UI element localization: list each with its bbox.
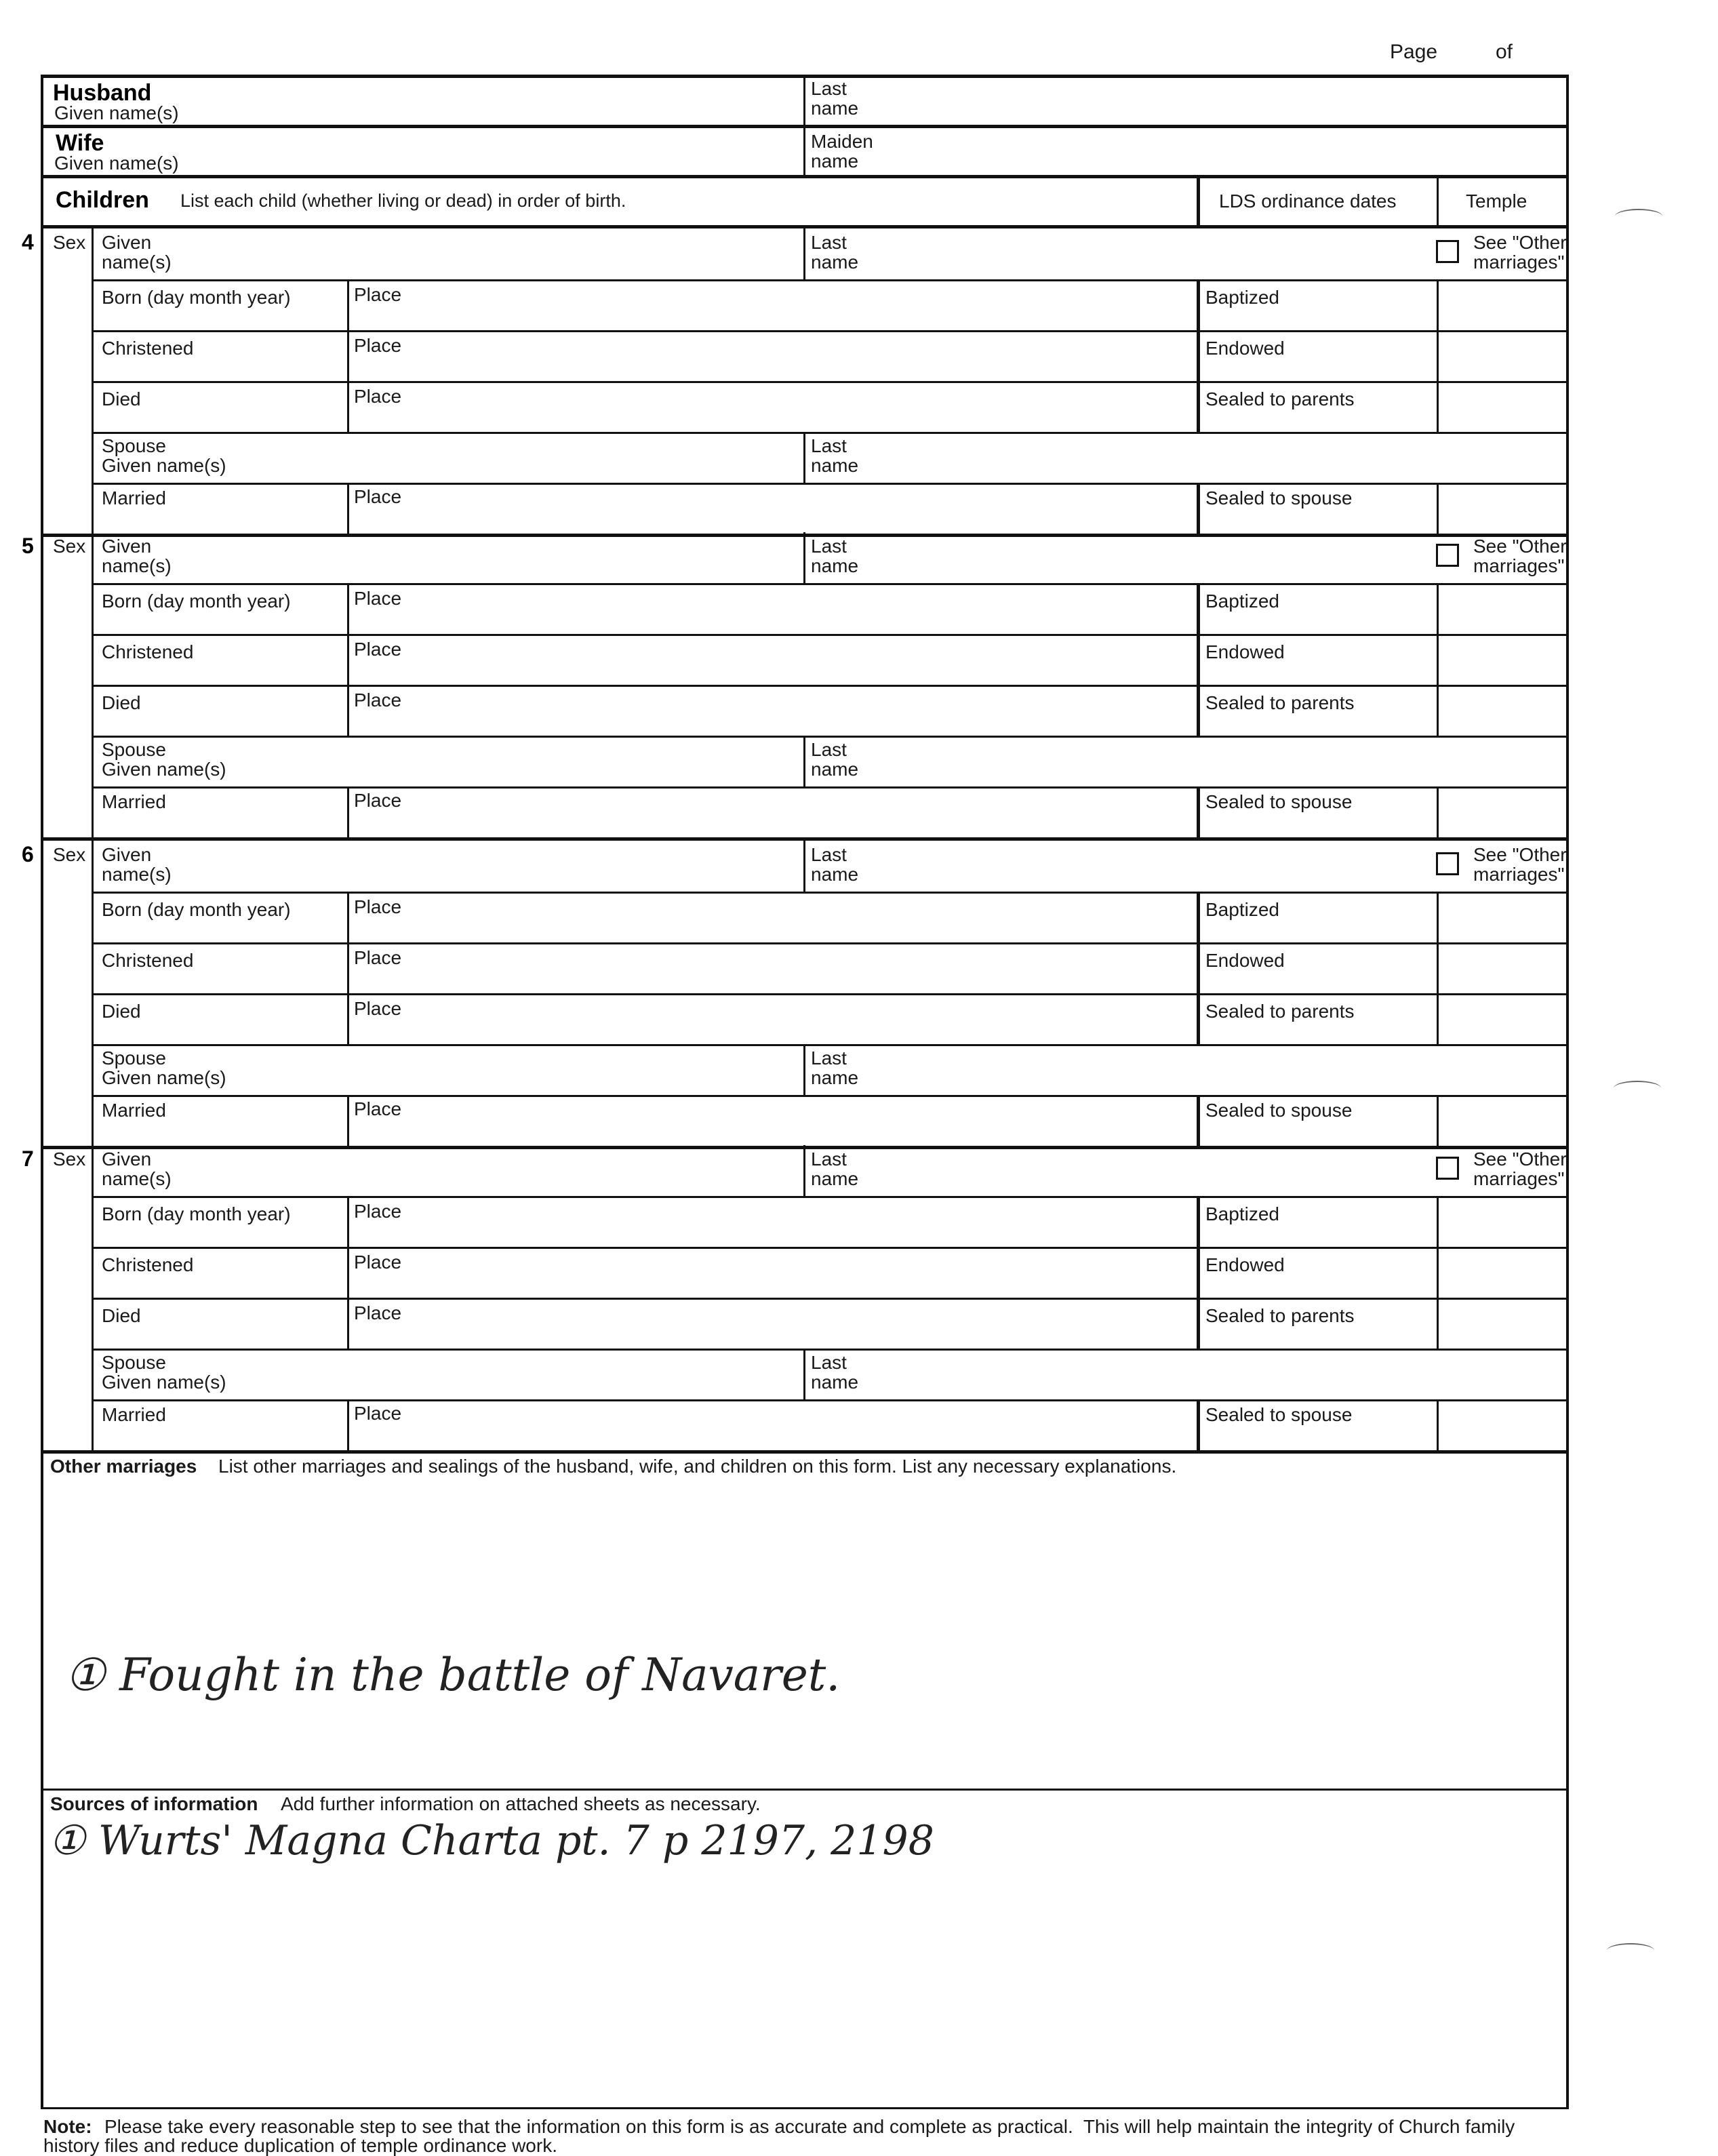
divider [92,483,1569,485]
divider [1437,1247,1439,1298]
see-other-marriages-checkbox[interactable] [1436,240,1459,263]
sealed-spouse-date-field[interactable] [1205,1426,1429,1447]
spouse-label: Spouse Given name(s) [102,1352,226,1393]
divider [92,1298,1569,1300]
wife-maiden-field[interactable] [875,132,1559,172]
christened-label: Christened [102,338,194,359]
husband-title: Husband [53,80,152,106]
baptized-label: Baptized [1205,1203,1279,1224]
sealed-spouse-date-field[interactable] [1205,1122,1429,1142]
christened-date-field[interactable] [102,359,339,379]
husband-given-field[interactable] [108,102,800,122]
other-marriages-title: Other marriages [50,1456,197,1477]
note-line-2: history files and reduce duplication of temple ordinance work. [43,2135,557,2156]
divider [41,175,1569,178]
married-place-field[interactable] [407,1403,1186,1444]
spouse-given-field[interactable] [231,456,793,479]
died-date-field[interactable] [102,713,339,734]
divider [347,942,349,993]
divider [347,330,349,381]
sealed-spouse-label: Sealed to spouse [1205,791,1353,812]
child-last-field[interactable] [875,1149,1417,1190]
sealed-spouse-date-field[interactable] [1205,814,1429,834]
frame-right-border [1566,75,1569,2109]
child-last-label: Last name [811,232,859,273]
divider [803,841,805,892]
sealed_parents-date-field[interactable] [1205,410,1429,430]
divider [347,1196,349,1247]
other-marriages-field[interactable] [47,1485,1559,1783]
endowed-label: Endowed [1205,641,1285,662]
divider [92,1044,1569,1046]
born-place-label: Place [354,896,402,917]
divider [347,892,349,942]
sealed-spouse-label: Sealed to spouse [1205,1100,1353,1121]
sealed_parents-label: Sealed to parents [1205,1001,1355,1022]
child-number: 6 [22,842,34,866]
divider [1437,993,1439,1044]
sex-field[interactable] [45,586,89,835]
divider [1197,1247,1200,1298]
born-label: Born (day month year) [102,287,291,308]
divider [1197,178,1200,228]
sex-label: Sex [53,1149,86,1170]
child-last-field[interactable] [875,845,1417,885]
born-place-label: Place [354,1201,402,1222]
divider [347,993,349,1044]
lds-ordinance-header: LDS ordinance dates [1219,191,1397,212]
see-other-marriages-label: See "Other marriages" [1473,1149,1567,1189]
born-date-field[interactable] [102,612,339,632]
divider [1437,786,1439,837]
divider [1197,685,1200,736]
divider [92,279,1569,281]
divider [347,483,349,534]
child-number: 7 [22,1146,34,1171]
divider [1437,1298,1439,1349]
died-place-label: Place [354,1302,402,1323]
spouse-last-label: Last name [811,739,859,780]
born-place-label: Place [354,284,402,305]
born-place-field[interactable] [407,1201,1186,1242]
divider [1437,1095,1439,1146]
see-other-marriages-checkbox[interactable] [1436,852,1459,875]
died-date-field[interactable] [102,1022,339,1042]
divider [92,381,1569,383]
divider [1437,634,1439,685]
born-place-field[interactable] [407,588,1186,629]
baptized-label: Baptized [1205,591,1279,612]
married-place-field[interactable] [407,487,1186,527]
died-label: Died [102,1305,141,1326]
wife-given-label: Given name(s) [54,153,179,174]
married-place-field[interactable] [407,1099,1186,1140]
baptized-date-field[interactable] [1205,1224,1429,1245]
spouse-last-label: Last name [811,1352,859,1393]
divider [92,583,1569,585]
frame-left-border [41,75,43,2109]
baptized-temple-field[interactable] [1441,283,1562,327]
divider [347,634,349,685]
born-date-field[interactable] [102,920,339,940]
children-instruction: List each child (whether living or dead) in order of birth. [180,191,626,211]
christened-label: Christened [102,950,194,971]
spouse-given-field[interactable] [231,1373,793,1396]
divider [1197,1298,1200,1349]
married-date-field[interactable] [102,1426,339,1447]
spouse-last-label: Last name [811,435,859,476]
husband-last-field[interactable] [861,80,1559,121]
note-line-1: Please take every reasonable step to see that the information on this form is as accurate and complete as practical. This will help maintain the integrity of Church family [104,2116,1515,2137]
divider [41,1789,1569,1791]
sealed_parents-date-field[interactable] [1205,1326,1429,1346]
married-label: Married [102,1404,166,1425]
divider [1197,993,1200,1044]
divider [1437,483,1439,534]
divider [1437,381,1439,432]
divider [1197,279,1200,330]
christened-place-field[interactable] [407,336,1186,376]
spouse-last-label: Last name [811,1047,859,1088]
sealed-spouse-label: Sealed to spouse [1205,487,1353,508]
child-given-field[interactable] [197,233,793,273]
page-label: Page [1390,41,1438,63]
endowed-date-field[interactable] [1205,1275,1429,1296]
divider [1197,942,1200,993]
died-place-label: Place [354,998,402,1019]
child-last-field[interactable] [875,536,1417,577]
frame-bottom-border [41,2107,1569,2109]
sex-label: Sex [53,844,86,865]
died-place-field[interactable] [407,690,1186,731]
born-place-field[interactable] [407,897,1186,938]
married-place-label: Place [354,486,402,507]
sex-label: Sex [53,536,86,557]
christened-place-field[interactable] [407,1252,1186,1293]
husband-last-label: Last name [811,78,859,119]
born-date-field[interactable] [102,308,339,328]
see-other-marriages-checkbox[interactable] [1436,544,1459,567]
binder-hole-mark [1607,1943,1654,1958]
married-date-field[interactable] [102,510,339,530]
endowed-temple-field[interactable] [1441,946,1562,990]
died-label: Died [102,1001,141,1022]
divider [1197,1095,1200,1146]
divider [347,786,349,837]
see-other-marriages-checkbox[interactable] [1436,1157,1459,1180]
divider [1437,942,1439,993]
endowed-label: Endowed [1205,1254,1285,1275]
divider [1437,178,1439,228]
divider [92,892,1569,894]
sealed_parents-date-field[interactable] [1205,713,1429,734]
child-last-label: Last name [811,1149,859,1189]
endowed-temple-field[interactable] [1441,1251,1562,1294]
christened-label: Christened [102,641,194,662]
sex-field[interactable] [45,894,89,1143]
divider [1197,583,1200,634]
binder-hole-mark [1615,209,1662,224]
sources-handwritten-note: ① Wurts' Magna Charta pt. 7 p 2197, 2198 [49,1817,934,1864]
baptized-temple-field[interactable] [1441,1200,1562,1243]
endowed-date-field[interactable] [1205,359,1429,379]
temple-header: Temple [1466,191,1527,212]
died-place-field[interactable] [407,386,1186,427]
christened-date-field[interactable] [102,971,339,991]
born-date-field[interactable] [102,1224,339,1245]
married-place-label: Place [354,790,402,811]
sealed_parents-date-field[interactable] [1205,1022,1429,1042]
spouse-last-field[interactable] [875,1048,1559,1089]
divider [92,685,1569,687]
endowed-date-field[interactable] [1205,971,1429,991]
sex-label: Sex [53,232,86,253]
see-other-marriages-label: See "Other marriages" [1473,232,1567,273]
married-label: Married [102,791,166,812]
divider [347,1095,349,1146]
sealed-spouse-temple-field[interactable] [1441,1403,1562,1447]
sex-field[interactable] [45,1199,89,1448]
married-place-label: Place [354,1098,402,1119]
child-given-field[interactable] [197,845,793,885]
born-label: Born (day month year) [102,1203,291,1224]
divider [347,583,349,634]
died-place-label: Place [354,690,402,711]
child-number: 5 [22,534,34,558]
christened-place-field[interactable] [407,639,1186,680]
endowed-label: Endowed [1205,950,1285,971]
divider [92,942,1569,944]
died-date-field[interactable] [102,410,339,430]
divider [1437,892,1439,942]
born-place-label: Place [354,588,402,609]
page-of-label: of [1496,41,1513,63]
christened-date-field[interactable] [102,662,339,683]
baptized-date-field[interactable] [1205,920,1429,940]
divider [1437,1399,1439,1450]
divider [803,1044,805,1095]
child-given-label: Given name(s) [102,536,172,576]
child-given-field[interactable] [197,536,793,577]
christened-place-field[interactable] [407,948,1186,989]
wife-maiden-label: Maiden name [811,131,873,172]
spouse-label: Spouse Given name(s) [102,1047,226,1088]
endowed-date-field[interactable] [1205,662,1429,683]
other-marriages-handwritten-note: ① Fought in the battle of Navaret. [65,1649,841,1701]
spouse-last-field[interactable] [875,436,1559,477]
divider [347,685,349,736]
married-label: Married [102,487,166,508]
divider [92,993,1569,995]
spouse-label: Spouse Given name(s) [102,435,226,476]
died-date-field[interactable] [102,1326,339,1346]
died-label: Died [102,692,141,713]
sealed_parents-label: Sealed to parents [1205,388,1355,410]
sealed-spouse-date-field[interactable] [1205,510,1429,530]
child-last-field[interactable] [875,233,1417,273]
christened-place-label: Place [354,1252,402,1273]
spouse-last-field[interactable] [875,1353,1559,1393]
christened-label: Christened [102,1254,194,1275]
christened-place-label: Place [354,947,402,968]
see-other-marriages-label: See "Other marriages" [1473,844,1567,885]
died-place-label: Place [354,386,402,407]
divider [347,279,349,330]
binder-hole-mark [1614,1081,1661,1096]
divider [1197,483,1200,534]
baptized-label: Baptized [1205,899,1279,920]
married-place-label: Place [354,1403,402,1424]
born-label: Born (day month year) [102,899,291,920]
children-title: Children [56,187,149,213]
divider [92,1349,1569,1351]
christened-place-label: Place [354,639,402,660]
divider [92,1095,1569,1097]
sealed-spouse-temple-field[interactable] [1441,1099,1562,1142]
child-given-label: Given name(s) [102,1149,172,1189]
divider [1197,1399,1200,1450]
sealed_parents-temple-field[interactable] [1441,1302,1562,1345]
sources-field[interactable] [47,1817,1559,2102]
divider [92,634,1569,636]
died-label: Died [102,388,141,410]
divider [1197,786,1200,837]
married-place-field[interactable] [407,791,1186,831]
husband-given-label: Given name(s) [54,102,179,123]
sealed_parents-label: Sealed to parents [1205,1305,1355,1326]
spouse-label: Spouse Given name(s) [102,739,226,780]
child-given-label: Given name(s) [102,232,172,273]
baptized-label: Baptized [1205,287,1279,308]
baptized-date-field[interactable] [1205,612,1429,632]
note-title: Note: [43,2116,92,2137]
divider [1197,330,1200,381]
baptized-temple-field[interactable] [1441,587,1562,631]
christened-date-field[interactable] [102,1275,339,1296]
divider [803,228,805,279]
divider [1437,330,1439,381]
divider [1437,583,1439,634]
married-date-field[interactable] [102,1122,339,1142]
spouse-last-field[interactable] [875,740,1559,780]
divider [1437,1196,1439,1247]
divider [803,532,805,583]
divider [803,126,805,176]
sealed_parents-temple-field[interactable] [1441,689,1562,732]
divider [347,1247,349,1298]
divider [803,1349,805,1399]
divider [803,1145,805,1196]
divider [1197,892,1200,942]
sealed_parents-temple-field[interactable] [1441,997,1562,1041]
divider [92,1399,1569,1401]
spouse-given-field[interactable] [231,1069,793,1092]
sources-title: Sources of information [50,1793,258,1814]
wife-given-field[interactable] [108,152,800,172]
divider [803,736,805,786]
see-other-marriages-label: See "Other marriages" [1473,536,1567,576]
divider [92,330,1569,332]
divider [1197,634,1200,685]
child-last-label: Last name [811,536,859,576]
wife-title: Wife [56,130,104,156]
married-date-field[interactable] [102,814,339,834]
sex-field[interactable] [45,282,89,531]
sealed_parents-temple-field[interactable] [1441,385,1562,428]
divider [41,1450,1569,1454]
sources-instruction: Add further information on attached sheets as necessary. [281,1793,761,1814]
baptized-temple-field[interactable] [1441,896,1562,939]
other-marriages-instruction: List other marriages and sealings of the husband, wife, and children on this form. List any necessary explanations. [218,1456,1177,1477]
endowed-temple-field[interactable] [1441,334,1562,378]
born-label: Born (day month year) [102,591,291,612]
divider [803,432,805,483]
divider [1197,381,1200,432]
died-place-field[interactable] [407,999,1186,1039]
child-given-field[interactable] [197,1149,793,1190]
divider [347,381,349,432]
divider [92,432,1569,434]
baptized-date-field[interactable] [1205,308,1429,328]
divider [347,1298,349,1349]
spouse-given-field[interactable] [231,760,793,783]
sealed_parents-label: Sealed to parents [1205,692,1355,713]
divider [1437,279,1439,330]
divider [1197,1196,1200,1247]
divider [92,786,1569,788]
divider [92,1196,1569,1198]
born-place-field[interactable] [407,285,1186,325]
divider [92,1247,1569,1249]
child-number: 4 [22,230,34,254]
sealed-spouse-temple-field[interactable] [1441,791,1562,834]
divider [803,76,805,126]
divider [347,1399,349,1450]
endowed-label: Endowed [1205,338,1285,359]
endowed-temple-field[interactable] [1441,638,1562,681]
christened-place-label: Place [354,335,402,356]
sealed-spouse-label: Sealed to spouse [1205,1404,1353,1425]
married-label: Married [102,1100,166,1121]
child-last-label: Last name [811,844,859,885]
divider [1437,685,1439,736]
died-place-field[interactable] [407,1303,1186,1344]
sealed-spouse-temple-field[interactable] [1441,487,1562,530]
divider [92,736,1569,738]
child-given-label: Given name(s) [102,844,172,885]
